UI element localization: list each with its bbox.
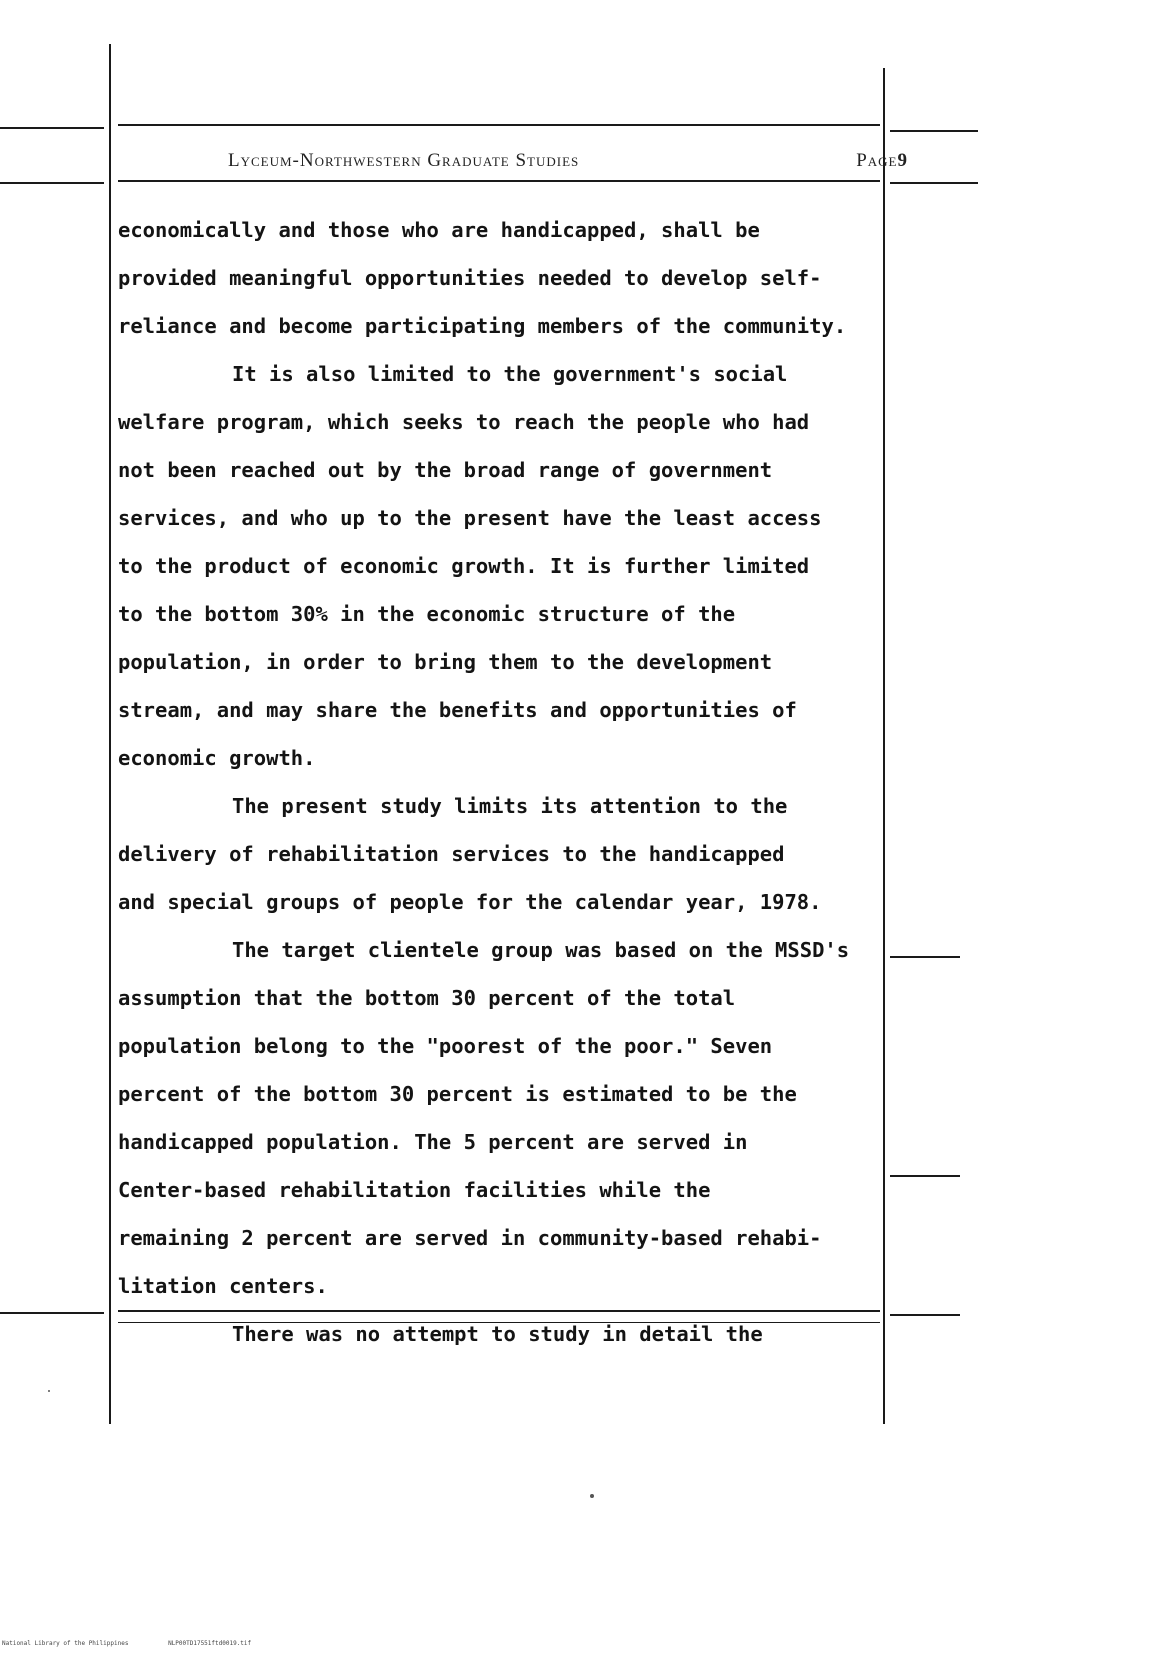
running-header bbox=[228, 150, 908, 180]
left-margin-rule bbox=[109, 44, 111, 1424]
body-line: The target clientele group was based on the MSSD's bbox=[232, 938, 850, 962]
footer-library: National Library of the Philippines bbox=[2, 1640, 129, 1647]
body-line: and special groups of people for the calendar year, 1978. bbox=[118, 890, 822, 914]
header-bottom-rule bbox=[118, 180, 880, 182]
body-line: There was no attempt to study in detail the bbox=[232, 1322, 763, 1346]
body-line: population belong to the "poorest of the poor." Seven bbox=[118, 1034, 773, 1058]
body-line: provided meaningful opportunities needed to develop self- bbox=[118, 266, 822, 290]
body-line: delivery of rehabilitation services to the handicapped bbox=[118, 842, 785, 866]
scan-speck bbox=[590, 1494, 594, 1498]
body-line: to the product of economic growth. It is further limited bbox=[118, 554, 810, 578]
body-line: not been reached out by the broad range of government bbox=[118, 458, 773, 482]
body-line: litation centers. bbox=[118, 1274, 328, 1298]
header-title: Lyceum-Northwestern Graduate Studies bbox=[228, 150, 580, 171]
body-line: economic growth. bbox=[118, 746, 316, 770]
page-number: 9 bbox=[897, 150, 908, 171]
scan-footer bbox=[2, 1640, 287, 1647]
body-line: Center-based rehabilitation facilities while the bbox=[118, 1178, 711, 1202]
body-line: stream, and may share the benefits and opportunities of bbox=[118, 698, 797, 722]
body-line: It is also limited to the government's social bbox=[232, 362, 788, 386]
left-edge-rule-mid bbox=[0, 182, 104, 184]
body-line: services, and who up to the present have the least access bbox=[118, 506, 822, 530]
footer-file-id: NLP00TD17551ftd0019.tif bbox=[168, 1640, 252, 1647]
body-line: welfare program, which seeks to reach the people who had bbox=[118, 410, 810, 434]
body-line: assumption that the bottom 30 percent of the total bbox=[118, 986, 736, 1010]
body-line: The present study limits its attention to the bbox=[232, 794, 788, 818]
header-page bbox=[856, 150, 908, 172]
header-top-rule bbox=[118, 124, 880, 126]
body-line: percent of the bottom 30 percent is estimated to be the bbox=[118, 1082, 797, 1106]
left-edge-rule-top bbox=[0, 127, 104, 129]
body-line: economically and those who are handicapped, shall be bbox=[118, 218, 760, 242]
right-edge-rule-1 bbox=[890, 130, 978, 132]
body-line: to the bottom 30% in the economic structure of the bbox=[118, 602, 736, 626]
body-line: reliance and become participating members of the community. bbox=[118, 314, 847, 338]
right-edge-rule-2 bbox=[890, 182, 978, 184]
scan-speck bbox=[48, 1390, 50, 1392]
body-line: remaining 2 percent are served in community-based rehabi- bbox=[118, 1226, 822, 1250]
left-edge-rule-bottom bbox=[0, 1312, 104, 1314]
page-label: Page bbox=[856, 150, 898, 171]
body-line: handicapped population. The 5 percent are served in bbox=[118, 1130, 748, 1154]
body-line: population, in order to bring them to the development bbox=[118, 650, 773, 674]
body-text bbox=[118, 214, 938, 1366]
